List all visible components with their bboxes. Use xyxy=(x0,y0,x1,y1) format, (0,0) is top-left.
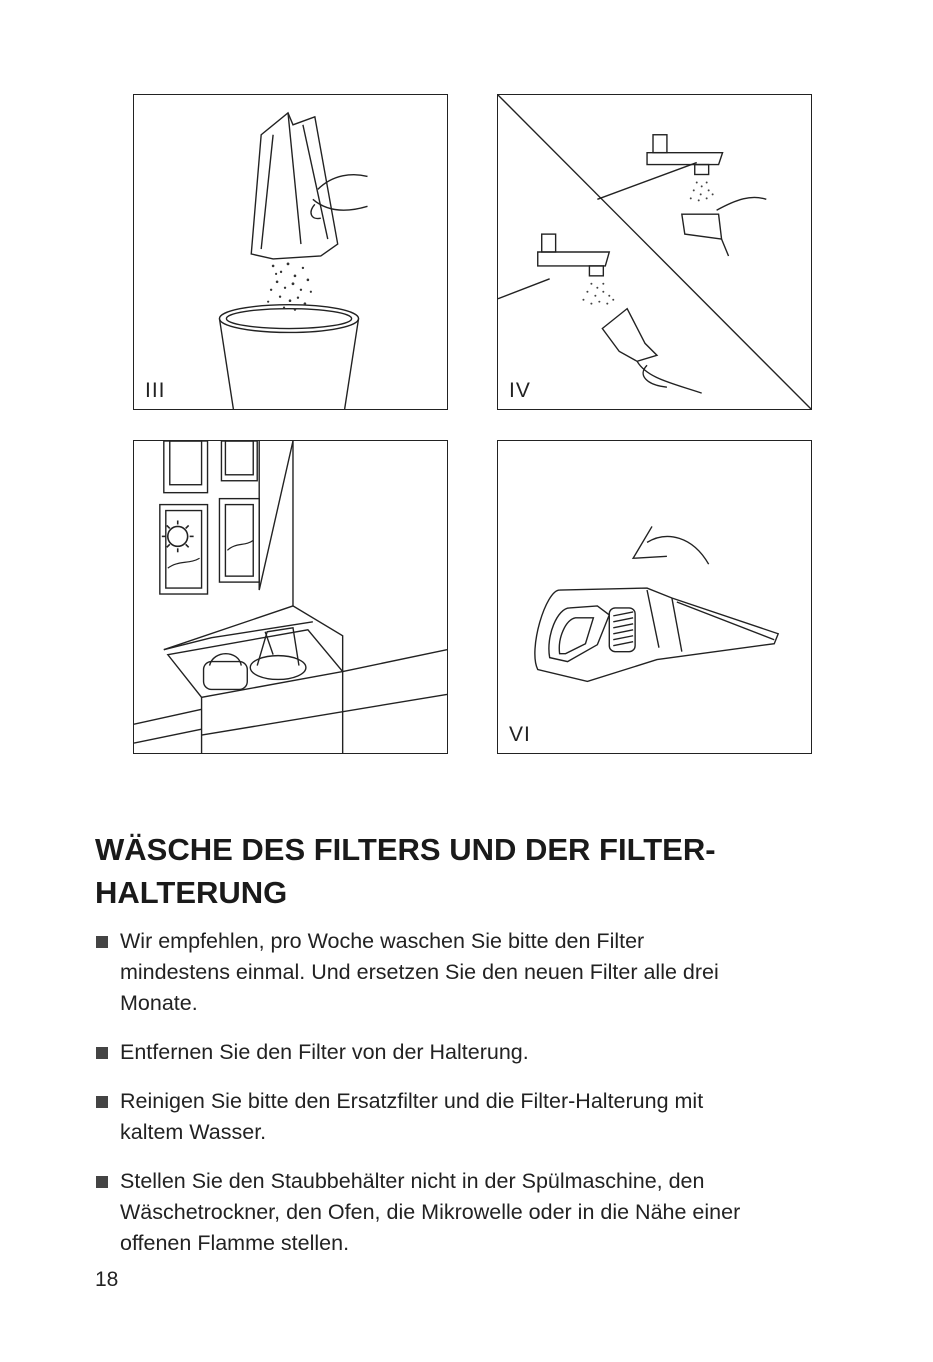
figure-empty-dustbin xyxy=(133,94,448,410)
list-item xyxy=(95,1037,865,1068)
figure-rinse-filter xyxy=(497,94,812,410)
figure-label-vi: VI xyxy=(509,723,531,746)
heading-line-1: WÄSCHE DES FILTERS UND DER FILTER- xyxy=(95,832,716,867)
list-item-line: kaltem Wasser. xyxy=(120,1120,267,1144)
list-item-line: Wir empfehlen, pro Woche waschen Sie bitte den Filter xyxy=(120,929,645,953)
bullet-square-icon xyxy=(96,1176,108,1188)
figure-reinsert-filter xyxy=(497,440,812,754)
page-number: 18 xyxy=(95,1268,119,1291)
list-item xyxy=(95,1166,865,1259)
bullet-square-icon xyxy=(96,936,108,948)
heading-line-2: HALTERUNG xyxy=(95,875,288,910)
list-item-line: Monate. xyxy=(120,991,198,1015)
figure-label-iv: IV xyxy=(509,379,531,402)
figure-label-iii: III xyxy=(145,379,166,402)
figure-dry-filter xyxy=(133,440,448,754)
list-item-line: offenen Flamme stellen. xyxy=(120,1231,350,1255)
list-item-line: Stellen Sie den Staubbehälter nicht in der Spülmaschine, den xyxy=(120,1169,705,1193)
reinsert-illustration xyxy=(498,441,811,753)
instruction-list xyxy=(95,926,865,1277)
section-heading xyxy=(95,828,855,914)
rinse-illustration xyxy=(498,95,811,409)
list-item xyxy=(95,1086,865,1148)
list-item-line: mindestens einmal. Und ersetzen Sie den neuen Filter alle drei xyxy=(120,960,719,984)
bullet-square-icon xyxy=(96,1096,108,1108)
bullet-square-icon xyxy=(96,1047,108,1059)
list-item xyxy=(95,926,865,1019)
list-item-line: Wäschetrockner, den Ofen, die Mikrowelle oder in die Nähe einer xyxy=(120,1200,741,1224)
drying-illustration xyxy=(134,441,447,753)
dustbin-illustration xyxy=(134,95,447,409)
list-item-line: Entfernen Sie den Filter von der Halterung. xyxy=(120,1040,529,1064)
list-item-line: Reinigen Sie bitte den Ersatzfilter und die Filter-Halterung mit xyxy=(120,1089,704,1113)
